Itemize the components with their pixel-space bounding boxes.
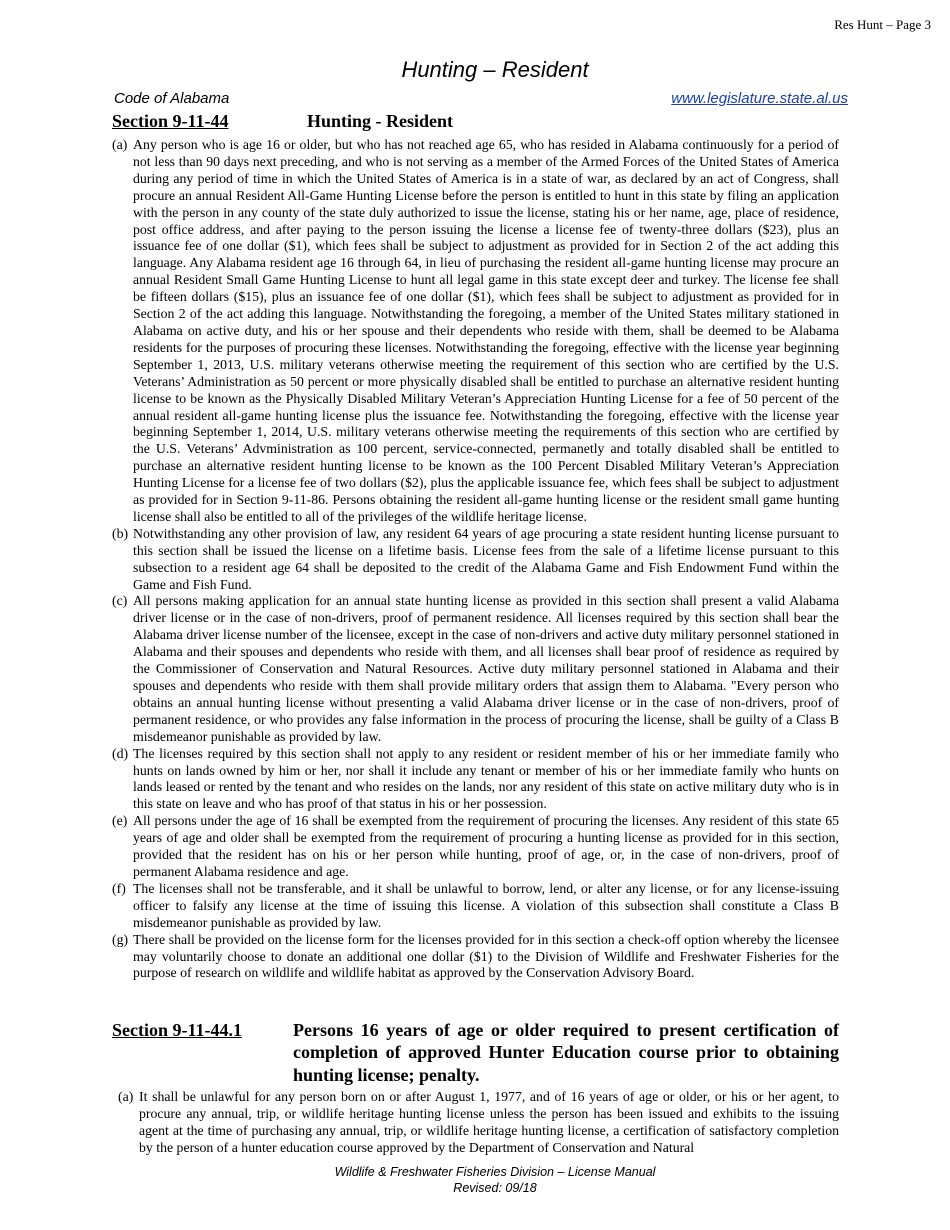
- footer-manual-name: Wildlife & Freshwater Fisheries Division – License Manual: [334, 1165, 656, 1179]
- paragraph: [112, 746, 839, 814]
- paragraph: [112, 593, 839, 745]
- paragraph-text: All persons under the age of 16 shall be exempted from the requirement of procuring the licenses. Any resident of this state 65 years of age and older shall be exempted from the requirement of procuring a hunting license as provided for in this section, provided that the resident has on his or her person while hunting, proof of age, or, in the case of non-drivers, proof of permanent Alabama residence and age.: [133, 813, 839, 879]
- paragraph-label: (a): [118, 1089, 134, 1104]
- paragraph: [118, 1089, 839, 1157]
- section-number: Section 9-11-44: [112, 111, 229, 131]
- section-number: Section 9-11-44.1: [112, 1020, 242, 1040]
- paragraph: [112, 526, 839, 594]
- paragraph-label: (c): [112, 593, 128, 609]
- paragraph-text: All persons making application for an annual state hunting license as provided in this section shall present a valid Alabama driver license or in the case of non-drivers, proof of permanent residence. All licenses required by this section shall bear the Alabama driver license number of the licensee, except in the case of non-drivers and active duty military personnel stationed in Alabama and their spouses and dependents who reside with them, and all licenses shall bear proof of residence as required by the Commissioner of Conservation and Natural Resources. Active duty military personnel stationed in Alabama and their spouses and dependents who reside with them shall provide military orders that assign them to Alabama. "Every person who obtains an annual hunting license without presenting a valid Alabama driver license or in the case of non-drivers, proof of permanent residence, or who provides any false information in the process of procuring the license, shall be guilty of a Class B misdemeanor punishable as provided by law.: [133, 593, 839, 744]
- paragraph-label: (f): [112, 880, 126, 896]
- section-heading: [112, 111, 852, 132]
- code-reference-line: [114, 90, 848, 107]
- paragraph: [112, 137, 839, 526]
- paragraph: [112, 813, 839, 881]
- paragraph-text: Notwithstanding any other provision of law, any resident 64 years of age procuring a state resident hunting license pursuant to this section shall be issued the license on a lifetime basis. License fees from the sale of a lifetime license pursuant to this subsection to a resident age 64 shall be deposited to the credit of the Alabama Game and Fish Endowment Fund within the Game and Fish Fund.: [133, 525, 839, 592]
- paragraph: [112, 932, 839, 983]
- section-title: Hunting - Resident: [307, 111, 454, 131]
- section-body: [118, 1089, 839, 1157]
- code-name: Code of Alabama: [114, 90, 230, 107]
- page-number-label: Res Hunt – Page 3: [834, 17, 931, 32]
- page-footer: [0, 1165, 950, 1196]
- footer-revision: Revised: 09/18: [453, 1180, 537, 1195]
- paragraph-text: It shall be unlawful for any person born on or after August 1, 1977, and of 16 years of age or older, or his or her agent, to procure any annual, trip, or wildlife heritage hunting license unless the person has been issued and exhibits to the issuing agent at the time of purchasing any annual, trip, or wildlife heritage hunting license, a certification of satisfactory completion by the person of a hunter education course approved by the Department of Conservation and Natural: [139, 1089, 839, 1155]
- paragraph-label: (g): [112, 931, 129, 947]
- document-title: Hunting – Resident: [401, 57, 589, 82]
- paragraph: [112, 881, 839, 932]
- paragraph-text: Any person who is age 16 or older, but who has not reached age 65, who has resided in Alabama continuously for a period of not less than 90 days next preceding, and who is not serving as a member of the Armed Forces of the United States of America during any period of time in which the United States of America is in a state of war, as declared by an act of Congress, shall procure an annual Resident All-Game Hunting License before the person is entitled to hunt in this state by filing an application with the person in any county of the state duly authorized to issue the license, stating his or her name, age, place of residence, post office address, and after paying to the person issuing the license a license fee of twenty-three dollars ($23), plus an issuance fee of one dollar ($1), which fees shall be subject to adjustment as provided for in Section 2 of the act adding this language. Any Alabama resident age 16 through 64, in lieu of purchasing the resident all-game hunting license may procure an annual Resident Small Game Hunting License to hunt all legal game in this state except deer and turkey. The license fee shall be fifteen dollars ($15), plus an issuance fee of one dollar ($1), which fees shall be subject to adjustment as provided for in Section 2 of the act adding this language. Notwithstanding the foregoing, a member of the United States military stationed in Alabama on active duty, and his or her spouse and their dependents who reside with them, shall be deemed to be Alabama residents for the purposes of procuring these licenses. Notwithstanding the foregoing, effective with the license year beginning September 1, 2013, U.S. military veterans otherwise meeting the requirement of this section who are certified by the U.S. Veterans’ Administration as 50 percent or more physically disabled shall be entitled to purchase an alternative resident hunting license to be known as the Physically Disabled Military Veteran’s Appreciation Hunting License for a fee of 50 percent of the annual resident all-game hunting license plus the issuance fee. Notwithstanding the foregoing, effective with the license year beginning September 1, 2014, U.S. military veterans otherwise meeting the requirements of this section who are certified by the U.S. Veterans’ Advministration as 100 percent, service-connected, permanetly and totally disabled shall be entitled to purchase an alternative resident hunting license to be known as the 100 Percent Disabled Military Veteran’s Appreciation Hunting License for a license fee of two dollars ($2), plus the applicable issuance fee, which fees shall be subject to adjustment as provided for in Section 9-11-86. Persons obtaining the resident all-game hunting license or the resident small game hunting license shall also be entitled to all of the privileges of the wildlife heritage license.: [133, 137, 839, 524]
- paragraph-label: (a): [112, 137, 128, 152]
- paragraph-label: (b): [112, 525, 129, 541]
- paragraph-text: There shall be provided on the license form for the licenses provided for in this section a check-off option whereby the licensee may voluntarily choose to donate an additional one dollar ($1) to the Division of Wildlife and Freshwater Fisheries for the purpose of research on wildlife and wildlife habitat as approved by the Conservation Advisory Board.: [133, 931, 839, 981]
- paragraph-label: (d): [112, 745, 129, 761]
- section-heading: [112, 1019, 839, 1086]
- legislature-link[interactable]: www.legislature.state.al.us: [671, 90, 848, 107]
- paragraph-label: (e): [112, 813, 128, 829]
- section-body: [112, 137, 839, 982]
- paragraph-text: The licenses shall not be transferable, and it shall be unlawful to borrow, lend, or alter any license, or for any license-issuing officer to falsify any license at the time of issuing this license. A violation of this subsection shall constitute a Class B misdemeanor punishable as provided by law.: [133, 880, 839, 930]
- section-title: Persons 16 years of age or older required to present certification of completion of approved Hunter Education course prior to obtaining hunting license; penalty.: [293, 1020, 839, 1085]
- paragraph-text: The licenses required by this section shall not apply to any resident or resident member of his or her immediate family who hunts on lands owned by him or her, nor shall it include any tenant or member of his or her immediate family who hunts on lands leased or rented by the tenant and who resides on the lands, nor any resident of this state on active military duty who is in this state on leave and who has proof of that status in his or her possession.: [133, 745, 839, 812]
